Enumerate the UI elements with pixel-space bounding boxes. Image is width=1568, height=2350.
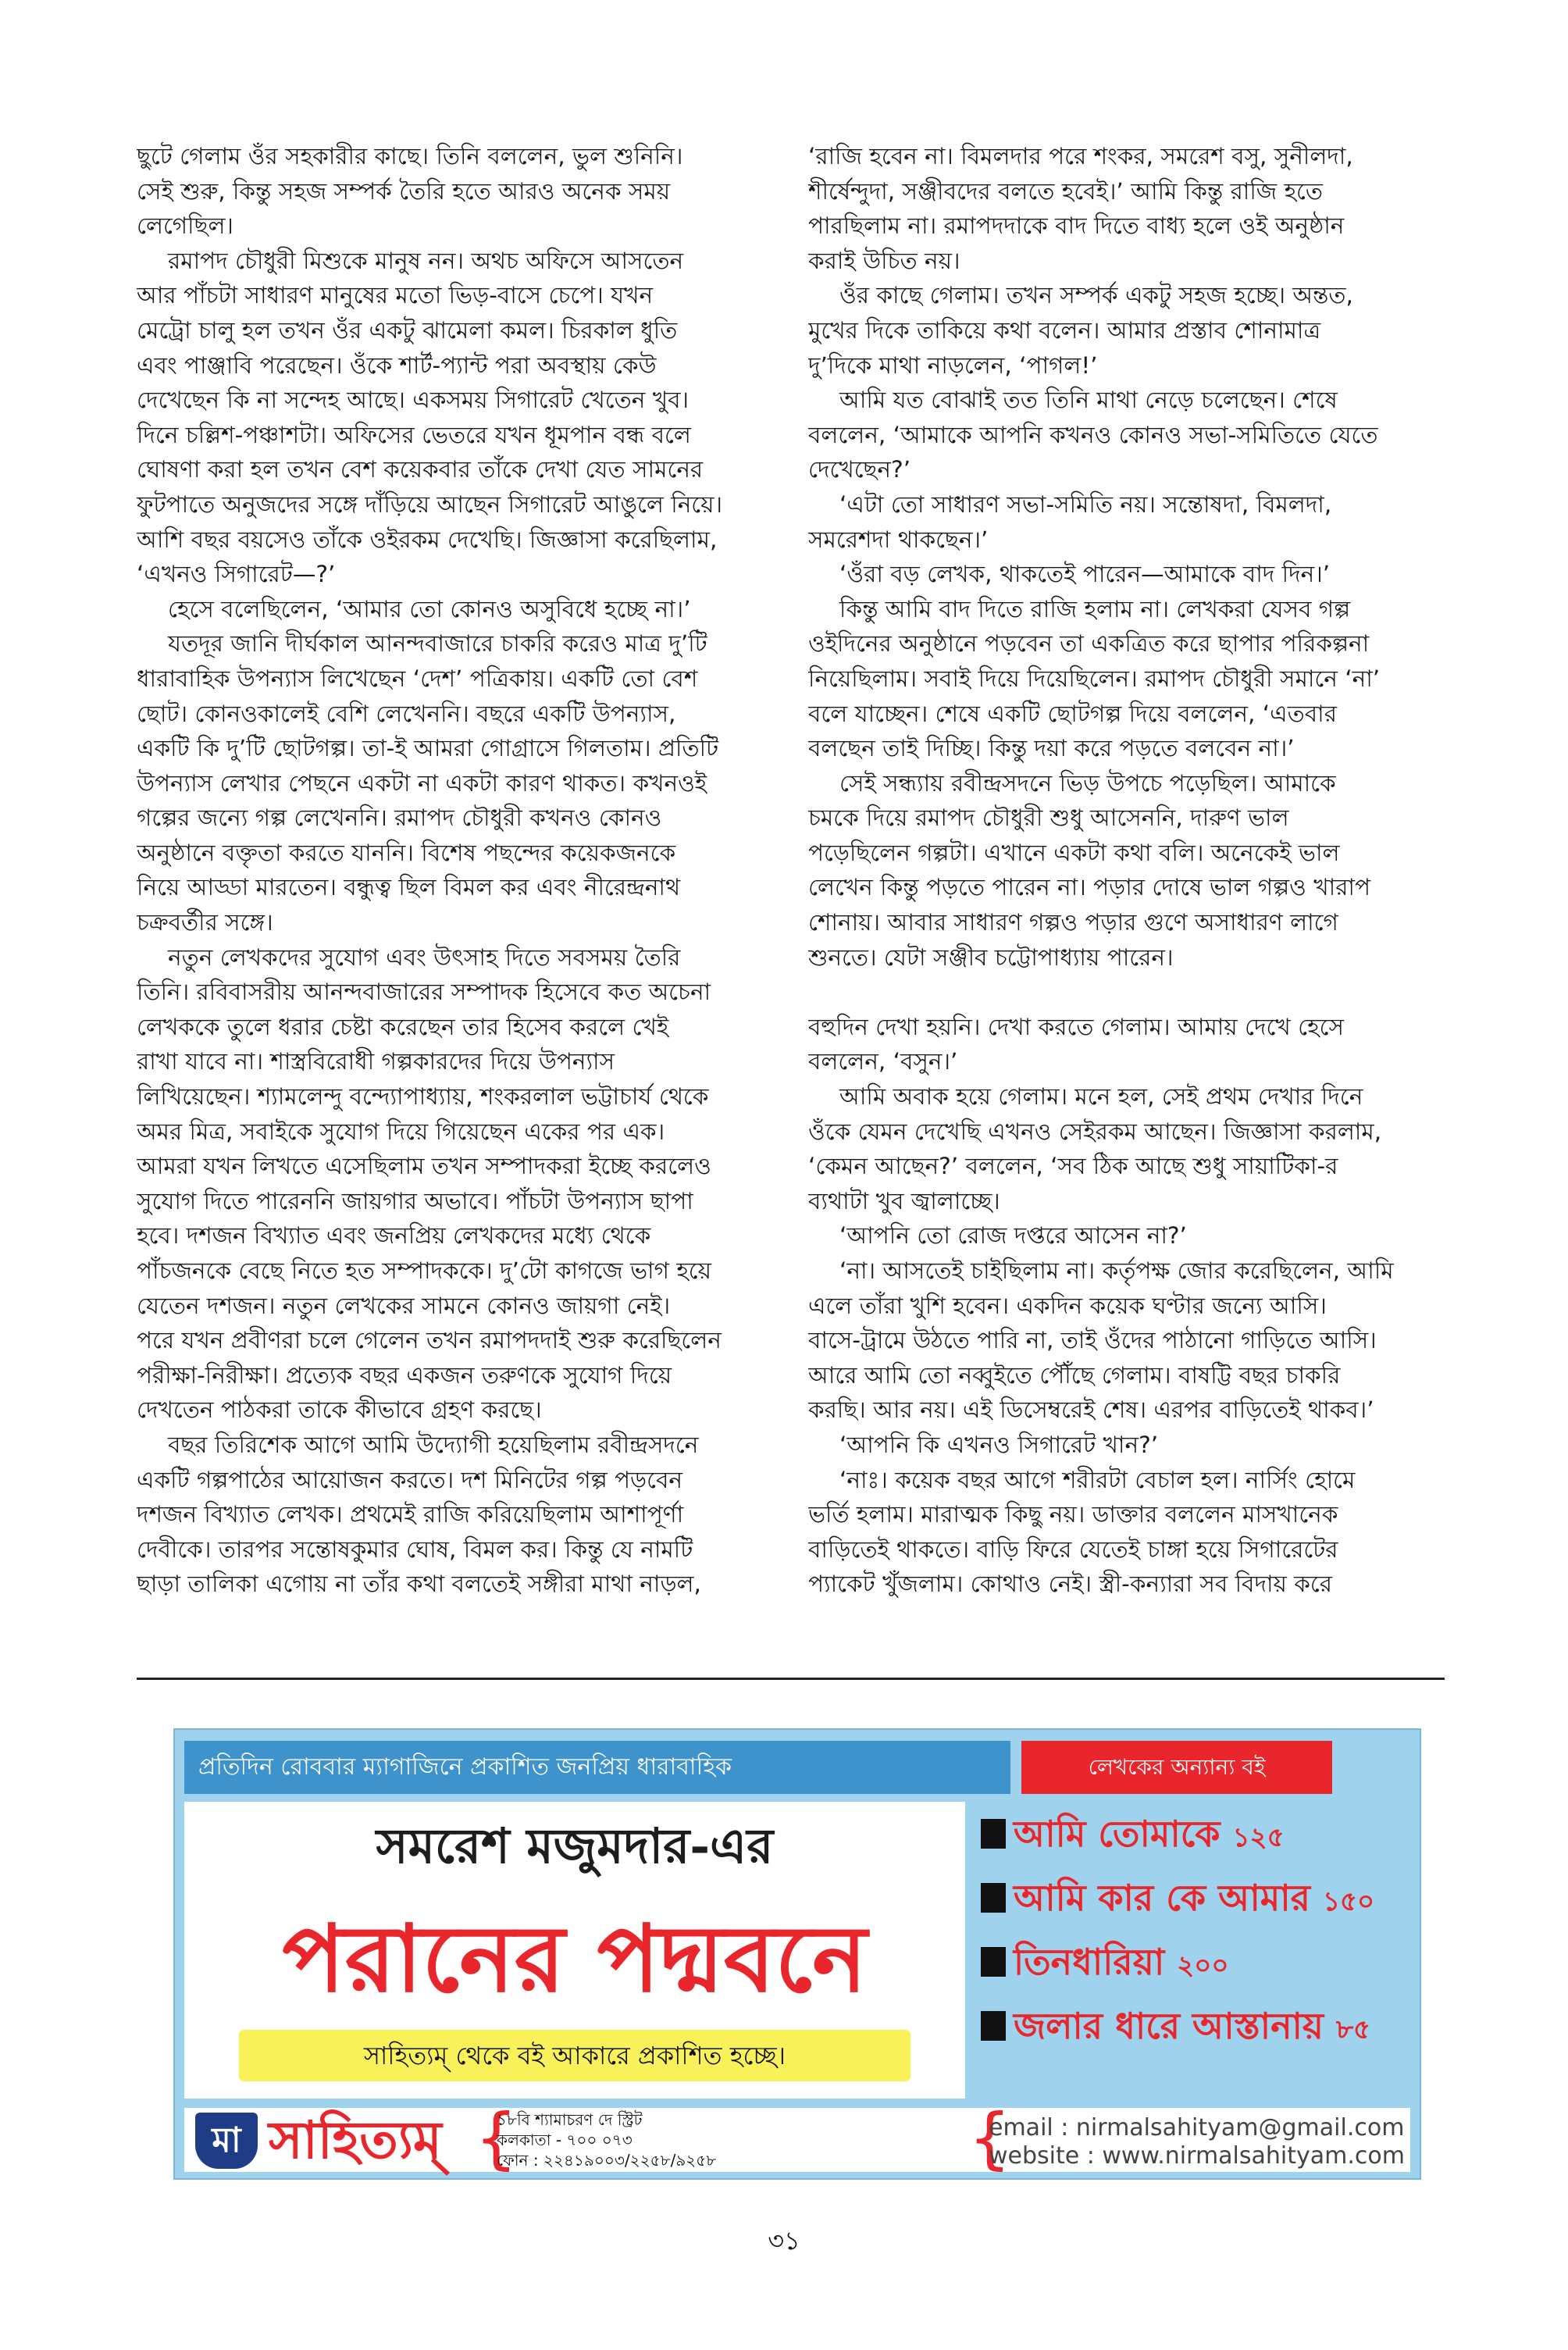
article-line: ‘আপনি কি এখনও সিগারেট খান?’ xyxy=(839,1431,1159,1458)
ad-book-name: আমি তোমাকে xyxy=(1014,1813,1221,1855)
article-line: বাড়িতেই থাকতে। বাড়ি ফিরে যেতেই চাঙ্গা হয়ে সিগারেটের xyxy=(808,1535,1338,1563)
article-line: সুযোগ দিতে পারেননি জায়গার অভাবে। পাঁচটা উপন্যাস ছাপা xyxy=(137,1187,693,1214)
article-line: অমর মিত্র, সবাইকে সুযোগ দিয়ে গিয়েছেন একের পর এক। xyxy=(137,1118,665,1145)
article-line: দেখেছেন?’ xyxy=(808,456,911,483)
ad-book-item xyxy=(976,1802,1413,1866)
ad-author: সমরেশ মজুমদার-এর xyxy=(376,1817,774,1874)
article-line: ছোট। কোনওকালেই বেশি লেখেননি। বছরে একটি উপন্যাস, xyxy=(137,700,676,727)
advertisement xyxy=(173,1728,1421,2180)
ad-publisher xyxy=(184,2099,1410,2177)
article-line: দিনে চল্লিশ-পঞ্চাশটা। অফিসের ভেতরে যখন ধূমপান বন্ধ বলে xyxy=(137,421,691,448)
article-line: ঘোষণা করা হল তখন বেশ কয়েকবার তাঁকে দেখা যেত সামনের xyxy=(137,456,704,483)
ad-book-item xyxy=(976,1930,1413,1994)
article-line: নতুন লেখকদের সুযোগ এবং উৎসাহ দিতে সবসময় তৈরি xyxy=(168,943,681,971)
ad-book-price: ৮৫ xyxy=(1336,2014,1371,2045)
article-line: পড়েছিলেন গল্পটা। এখানে একটা কথা বলি। অনেকেই ভাল xyxy=(808,839,1340,866)
article-line: করছি। আর নয়। এই ডিসেম্বরেই শেষ। এরপর বাড়িতেই থাকব।’ xyxy=(808,1396,1374,1424)
article-column-left xyxy=(137,139,773,1602)
article-line: ভর্তি হলাম। মারাত্মক কিছু নয়। ডাক্তার বললেন মাসখানেক xyxy=(808,1501,1338,1528)
article-line: ওঁকে যেমন দেখেছি এখনও সেইরকম আছেন। জিজ্ঞাসা করলাম, xyxy=(808,1118,1382,1145)
article-line: দশজন বিখ্যাত লেখক। প্রথমেই রাজি করিয়েছিলাম আশাপূর্ণা xyxy=(137,1501,684,1528)
article-line: আরে আমি তো নব্বুইতে পৌঁছে গেলাম। বাষট্টি বছর চাকরি xyxy=(808,1361,1341,1389)
ad-book-price: ২০০ xyxy=(1177,1950,1229,1981)
article-line: অনুষ্ঠানে বক্তৃতা করতে যাননি। বিশেষ পছন্দের কয়েকজনকে xyxy=(137,839,676,866)
article-line: লিখিয়েছেন। শ্যামলেন্দু বন্দ্যোপাধ্যায়, শংকরলাল ভট্টাচার্য থেকে xyxy=(137,1083,709,1111)
article-line: যেতেন দশজন। নতুন লেখকের সামনে কোনও জায়গা নেই। xyxy=(137,1292,671,1319)
article-line: শোনায়। আবার সাধারণ গল্পও পড়ার গুণে অসাধারণ লাগে xyxy=(808,909,1338,936)
publisher-email: email : nirmalsahityam@gmail.com xyxy=(989,2114,1405,2141)
publisher-address xyxy=(497,2109,716,2170)
ad-body xyxy=(184,1802,965,2099)
ad-book-price: ১২৫ xyxy=(1232,1822,1285,1853)
article-line: যতদূর জানি দীর্ঘকাল আনন্দবাজারে চাকরি করেও মাত্র দু’টি xyxy=(168,630,707,658)
page-number: ৩১ xyxy=(768,2226,800,2256)
article-line: উপন্যাস লেখার পেছনে একটা না একটা কারণ থাকত। কখনওই xyxy=(137,769,707,797)
article-line: কিন্তু আমি বাদ দিতে রাজি হলাম না। লেখকরা যেসব গল্প xyxy=(839,595,1351,622)
ad-subtitle: সাহিত্যম্ থেকে বই আকারে প্রকাশিত হচ্ছে। xyxy=(239,2030,911,2081)
ad-book-list xyxy=(976,1802,1413,2058)
article-line: রাখা যাবে না। শাস্ত্রবিরোধী গল্পকারদের দিয়ে উপন্যাস xyxy=(137,1048,615,1075)
article-line: লেখককে তুলে ধরার চেষ্টা করেছেন তার হিসেব করলে খেই xyxy=(137,1013,669,1040)
article-line: এলে তাঁরা খুশি হবেন। একদিন কয়েক ঘণ্টার জন্যে আসি। xyxy=(808,1292,1327,1319)
article-line: ‘এটা তো সাধারণ সভা-সমিতি নয়। সন্তোষদা, বিমলদা, xyxy=(839,490,1332,518)
article-line: দু’দিকে মাথা নাড়লেন, ‘পাগল!’ xyxy=(808,351,1098,379)
article-line: গল্পের জন্যে গল্প লেখেননি। রমাপদ চৌধুরী কখনও কোনও xyxy=(137,804,662,832)
article-line: ‘রাজি হবেন না। বিমলদার পরে শংকর, সমরেশ বসু, সুনীলদা, xyxy=(808,143,1353,169)
bullet-square-icon xyxy=(981,2011,1006,2041)
article-line: ছাড়া তালিকা এগোয় না তাঁর কথা বলতেই সঙ্গীরা মাথা নাড়ল, xyxy=(137,1571,701,1598)
article-line: ‘ওঁরা বড় লেখক, থাকতেই পারেন—আমাকে বাদ দিন।’ xyxy=(839,561,1331,588)
article-line: আমি অবাক হয়ে গেলাম। মনে হল, সেই প্রথম দেখার দিনে xyxy=(839,1083,1363,1111)
article-line: দেখেছেন কি না সন্দেহ আছে। একসময় সিগারেট খেতেন খুব। xyxy=(137,387,690,414)
article-line: মেট্রো চালু হল তখন ওঁর একটু ঝামেলা কমল। চিরকাল ধুতি xyxy=(137,316,678,344)
article-line: ‘কেমন আছেন?’ বললেন, ‘সব ঠিক আছে শুধু সায়াটিকা-র xyxy=(808,1153,1338,1180)
publisher-name: সাহিত্যম্ xyxy=(269,2109,442,2170)
divider-rule xyxy=(137,1678,1445,1680)
article-line: হেসে বলেছিলেন, ‘আমার তো কোনও অসুবিধে হচ্ছে না।’ xyxy=(168,595,691,622)
bullet-square-icon xyxy=(981,1883,1006,1913)
article-line: ছুটে গেলাম ওঁর সহকারীর কাছে। তিনি বললেন, ভুল শুনিনি। xyxy=(137,143,683,169)
ad-book-name: তিনধারিয়া xyxy=(1014,1941,1165,1983)
bullet-square-icon xyxy=(981,1819,1006,1849)
article-line: সেই শুরু, কিন্তু সহজ সম্পর্ক তৈরি হতে আরও অনেক সময় xyxy=(137,177,671,205)
article-line: লেগেছিল। xyxy=(137,212,233,240)
article-line: ‘না। আসতেই চাইছিলাম না। কর্তৃপক্ষ জোর করেছিলেন, আমি xyxy=(839,1257,1394,1284)
publisher-logo: মা xyxy=(195,2113,258,2169)
article-line: নিয়ে আড্ডা মারতেন। বন্ধুত্ব ছিল বিমল কর এবং নীরেন্দ্রনাথ xyxy=(137,874,681,901)
article-line: ফুটপাতে অনুজদের সঙ্গে দাঁড়িয়ে আছেন সিগারেট আঙুলে নিয়ে। xyxy=(137,490,723,518)
article-line: করাই উচিত নয়। xyxy=(808,247,960,274)
article-line: মুখের দিকে তাকিয়ে কথা বলেন। আমার প্রস্তাব শোনামাত্র xyxy=(808,316,1321,344)
brace-icon: { xyxy=(475,2099,518,2177)
article-line: একটি গল্পপাঠের আয়োজন করতে। দশ মিনিটের গল্প পড়বেন xyxy=(137,1466,682,1493)
article-line: নিয়েছিলাম। সবাই দিয়ে দিয়েছিলেন। রমাপদ চৌধুরী সমানে ‘না’ xyxy=(808,665,1381,692)
article-line: পাঁচজনকে বেছে নিতে হত সম্পাদককে। দু’টো কাগজে ভাগ হয়ে xyxy=(137,1257,712,1284)
article-line: ধারাবাহিক উপন্যাস লিখেছেন ‘দেশ’ পত্রিকায়। একটি তো বেশ xyxy=(137,665,698,692)
article-line: প্যাকেট খুঁজলাম। কোথাও নেই। স্ত্রী-কন্যারা সব বিদায় করে xyxy=(808,1571,1333,1598)
article-line: বহুদিন দেখা হয়নি। দেখা করতে গেলাম। আমায় দেখে হেসে xyxy=(808,1013,1344,1040)
article-line: দেবীকে। তারপর সন্তোষকুমার ঘোষ, বিমল কর। কিন্তু যে নামটি xyxy=(137,1535,693,1563)
bullet-square-icon xyxy=(981,1947,1006,1977)
article-line: বলছেন তাই দিচ্ছি। কিন্তু দয়া করে পড়তে বলবেন না।’ xyxy=(808,735,1295,762)
article-line: সেই সন্ধ্যায় রবীন্দ্রসদনে ভিড় উপচে পড়েছিল। আমাকে xyxy=(839,769,1336,797)
article-line: পরে যখন প্রবীণরা চলে গেলেন তখন রমাপদদাই শুরু করেছিলেন xyxy=(137,1327,722,1354)
ad-top-banner: প্রতিদিন রোববার ম্যাগাজিনে প্রকাশিত জনপ্রিয় ধারাবাহিক xyxy=(184,1741,1010,1794)
article-line: শীর্ষেন্দুদা, সঞ্জীবদের বলতে হবেই।’ আমি কিন্তু রাজি হতে xyxy=(808,177,1324,205)
article-line: চক্রবর্তীর সঙ্গে। xyxy=(137,909,273,936)
article-line: ওঁর কাছে গেলাম। তখন সম্পর্ক একটু সহজ হচ্ছে। অন্তত, xyxy=(839,282,1353,309)
article-line: দেখতেন পাঠকরা তাকে কীভাবে গ্রহণ করছে। xyxy=(137,1396,542,1424)
article-line: বললেন, ‘আমাকে আপনি কখনও কোনও সভা-সমিতিতে যেতে xyxy=(808,421,1378,448)
article-column-right xyxy=(808,139,1445,1602)
article-line: সমরেশদা থাকছেন।’ xyxy=(808,526,989,553)
ad-book-title: পরানের পদ্মবনে xyxy=(282,1904,868,2013)
article-line: একটি কি দু’টি ছোটগল্প। তা-ই আমরা গোগ্রাসে গিলতাম। প্রতিটি xyxy=(137,735,719,762)
article-line: শুনতে। যেটা সঞ্জীব চট্টোপাধ্যায় পারেন। xyxy=(808,943,1174,971)
article-line: ওইদিনের অনুষ্ঠানে পড়বেন তা একত্রিত করে ছাপার পরিকল্পনা xyxy=(808,630,1370,658)
article-line: হবে। দশজন বিখ্যাত এবং জনপ্রিয় লেখকদের মধ্যে থেকে xyxy=(137,1222,651,1250)
ad-book-name: জলার ধারে আস্তানায় xyxy=(1014,2005,1324,2047)
article-line: বাসে-ট্রামে উঠতে পারি না, তাই ওঁদের পাঠানো গাড়িতে আসি। xyxy=(808,1327,1377,1354)
ad-tag: লেখকের অন্যান্য বই xyxy=(1021,1741,1332,1794)
article-line: পরীক্ষা-নিরীক্ষা। প্রত্যেক বছর একজন তরুণকে সুযোগ দিয়ে xyxy=(137,1361,672,1389)
ad-book-name: আমি কার কে আমার xyxy=(1014,1877,1310,1919)
article-line: আমরা যখন লিখতে এসেছিলাম তখন সম্পাদকরা ইচ্ছে করলেও xyxy=(137,1153,711,1180)
article-line: রমাপদ চৌধুরী মিশুকে মানুষ নন। অথচ অফিসে আসতেন xyxy=(168,247,684,274)
article-line: ‘নাঃ। কয়েক বছর আগে শরীরটা বেচাল হল। নার্সিং হোমে xyxy=(839,1466,1356,1493)
ad-book-item xyxy=(976,1994,1413,2058)
brace-icon: { xyxy=(968,2099,1011,2177)
article-line: বছর তিরিশেক আগে আমি উদ্যোগী হয়েছিলাম রবীন্দ্রসদনে xyxy=(168,1431,699,1458)
publisher-address-line: ১৮বি শ্যামাচরণ দে স্ট্রিট xyxy=(497,2110,643,2129)
publisher-website: website : www.nirmalsahityam.com xyxy=(989,2142,1405,2170)
publisher-contact xyxy=(989,2114,1405,2170)
article-line: বলে যাচ্ছেন। শেষে একটি ছোটগল্প দিয়ে বললেন, ‘এতবার xyxy=(808,700,1337,727)
article-line: তিনি। রবিবাসরীয় আনন্দবাজারের সম্পাদক হিসেবে কত অচেনা xyxy=(137,979,711,1006)
article-line: চমকে দিয়ে রমাপদ চৌধুরী শুধু আসেননি, দারুণ ভাল xyxy=(808,804,1289,832)
article-line: বললেন, ‘বসুন।’ xyxy=(808,1048,958,1075)
article-line: আমি যত বোঝাই তত তিনি মাথা নেড়ে চলেছেন। শেষে xyxy=(839,387,1338,414)
article-line: ব্যথাটা খুব জ্বালাচ্ছে। xyxy=(808,1187,1000,1214)
article-line: আর পাঁচটা সাধারণ মানুষের মতো ভিড়-বাসে চেপে। যখন xyxy=(137,282,654,309)
publisher-phone: ফোন : ২২৪১৯০০৩/২২৫৮/৯২৫৮ xyxy=(497,2151,717,2170)
article-line: ‘এখনও সিগারেট—?’ xyxy=(137,561,336,588)
article-line: লেখেন কিন্তু পড়তে পারেন না। পড়ার দোষে ভাল গল্পও খারাপ xyxy=(808,874,1371,901)
paragraph-gap xyxy=(808,975,1445,1010)
article-line: ‘আপনি তো রোজ দপ্তরে আসেন না?’ xyxy=(839,1222,1187,1250)
article-line: আশি বছর বয়সেও তাঁকে ওইরকম দেখেছি। জিজ্ঞাসা করেছিলাম, xyxy=(137,526,718,553)
ad-book-item xyxy=(976,1866,1413,1930)
article-line: এবং পাঞ্জাবি পরেছেন। ওঁকে শার্ট-প্যান্ট পরা অবস্থায় কেউ xyxy=(137,351,657,379)
article-line: পারছিলাম না। রমাপদদাকে বাদ দিতে বাধ্য হলে ওই অনুষ্ঠান xyxy=(808,212,1345,240)
publisher-address-line: কলকাতা - ৭০০ ০৭৩ xyxy=(497,2131,633,2149)
ad-book-price: ১৫০ xyxy=(1322,1886,1375,1917)
